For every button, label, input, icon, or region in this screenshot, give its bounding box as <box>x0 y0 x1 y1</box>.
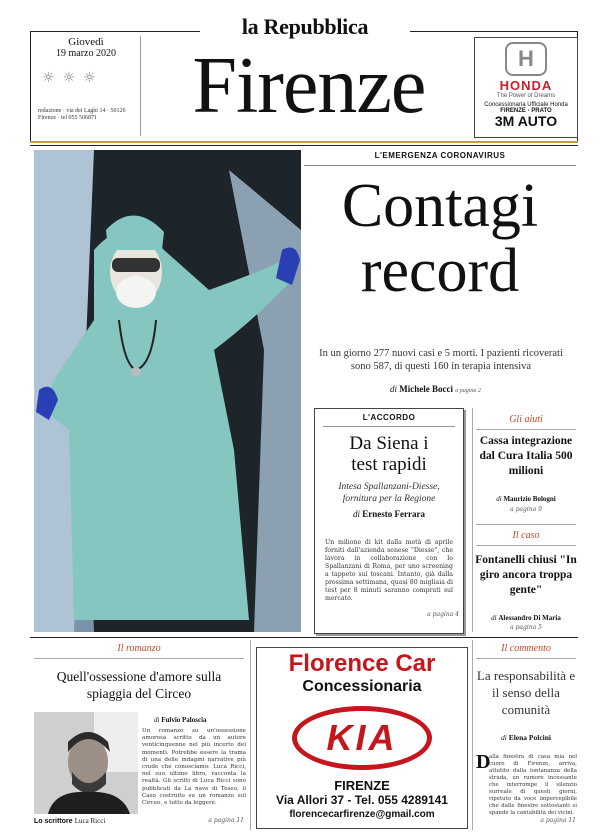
romanzo-body: Un romanzo su un'ossessione amorosa scritto da un autore venticinquenne nel più incerto dei momenti. Potrebbe essere la trama di una delle indagini narrative più crude che conosciamo: Luca Ricci, nel suo ultimo libro, racconta la realtà. Gli scritti di Luca Ricci sono pubblicati da La nave di Teseo, il Caso costruito su un romanzo sul Circeo, e tutto da leggere. <box>142 728 246 807</box>
page-ref[interactable]: a pagina 4 <box>427 611 459 618</box>
accordo-body: Un milione di kit dalla metà di aprile forniti dall'azienda senese "Diesse", che lavora in collaborazione con lo Spallanzani di Roma, per uno screening a tappeto sui toscani. Intanto, già dalla prossima settimana, quasi 80 migliaia di test per 8 minuti saranno comprati sul mercato. <box>325 539 453 602</box>
page-ref[interactable]: a pagina 11 <box>208 817 244 824</box>
date-block <box>34 36 138 59</box>
main-headline-line2: record <box>360 237 520 305</box>
byline-author: Maurizio Bologni <box>503 495 556 503</box>
page-ref[interactable]: a pagina 11 <box>540 817 576 824</box>
main-headline-line1: Contagi <box>341 172 539 240</box>
ad-email[interactable]: florencecarfirenze@gmail.com <box>289 809 435 820</box>
honda-ad[interactable] <box>474 37 578 138</box>
honda-tagline: The Power of Dreams <box>496 93 556 99</box>
honda-dealer: 3M AUTO <box>494 113 558 129</box>
accordo-box <box>314 408 464 634</box>
photo-caption <box>34 817 144 825</box>
sun-icon: ☼ <box>42 70 63 86</box>
ad-dealer-name: Florence Car <box>288 650 436 677</box>
accordo-byline <box>315 509 463 519</box>
kia-logo-icon <box>292 706 432 770</box>
page-ref[interactable]: a pagina 5 <box>510 624 542 631</box>
romanzo-headline: Quell'ossessione d'amore sulla spiaggia del Circeo <box>56 669 222 701</box>
byline-author: Fulvio Paloscia <box>161 716 207 724</box>
imprint: redazione · via dei Laghi 14 · 50126 Firenze · tel 055 506871 <box>38 108 126 121</box>
byline-author: Alessandro Di Maria <box>498 614 561 622</box>
weather-icons <box>42 70 132 86</box>
author-photo <box>34 712 138 814</box>
byline-author: Michele Bocci <box>399 384 453 394</box>
commento-body: alla finestra di casa mia nel cuore di Firenze, arriva, attutito dalla lontananza della strada, un rumore incessante che interrompe il silenzio surreale di questi giorni, ripetuto da voce impercepibile che dalle finestre sottostanti si spande la cantabilità dei vicini. <box>489 754 577 816</box>
kia-brand: KIA <box>326 717 398 758</box>
aiuti-label: Gli aiuti <box>509 414 543 425</box>
ad-subtitle: Concessionaria <box>302 678 422 695</box>
commento-label: Il commento <box>501 643 551 654</box>
caso-headline: Fontanelli chiusi "In giro ancora troppa gente" <box>475 554 577 596</box>
main-summary: In un giorno 277 nuovi casi e 5 morti. I pazienti ricoverati sono 587, di questi 160 in terapia intensiva <box>319 348 563 372</box>
honda-line1: Concessionaria Ufficiale Honda <box>484 102 568 108</box>
sun-icon: ☼ <box>83 70 104 86</box>
byline-prefix: di <box>154 716 160 724</box>
accordo-headline: Da Siena i test rapidi <box>349 433 429 475</box>
accordo-subhead: Intesa Spallanzani-Diesse, fornitura per la Regione <box>338 482 440 504</box>
sun-icon: ☼ <box>62 70 84 86</box>
date: 19 marzo 2020 <box>56 48 116 59</box>
weekday: Giovedì <box>68 36 104 48</box>
commento-byline <box>474 733 578 742</box>
byline-prefix: di <box>496 495 502 503</box>
byline-prefix: di <box>500 733 507 742</box>
honda-brand: HONDA <box>499 78 553 93</box>
city-masthead: Firenze <box>192 42 426 130</box>
honda-logo-icon: H <box>505 42 547 76</box>
romanzo-label: Il romanzo <box>117 643 161 654</box>
byline-prefix: di <box>491 614 497 622</box>
ad-city: FIRENZE <box>334 778 390 793</box>
kia-ad[interactable] <box>256 647 468 829</box>
caption-name: Luca Ricci <box>74 817 106 825</box>
main-headline <box>304 172 576 305</box>
aiuti-headline: Cassa integrazione dal Cura Italia 500 milioni <box>479 435 573 477</box>
ad-address: Via Allori 37 - Tel. 055 4289141 <box>276 793 448 807</box>
accordo-label: L'ACCORDO <box>362 413 416 422</box>
section-label: L'EMERGENZA CORONAVIRUS <box>374 151 506 160</box>
byline-author: Elena Polcini <box>508 733 551 742</box>
caso-label: Il caso <box>512 530 540 541</box>
page-ref[interactable]: a pagina 9 <box>510 506 542 513</box>
main-byline <box>390 384 570 394</box>
brand-name: la Repubblica <box>200 14 410 40</box>
caso-byline <box>474 614 578 622</box>
aiuti-byline <box>474 495 578 503</box>
commento-dropcap: D <box>476 751 491 773</box>
commento-headline: La responsabilità e il senso della comunità <box>476 668 576 717</box>
main-photo <box>34 150 301 632</box>
caption-prefix: Lo scrittore <box>34 818 73 825</box>
honda-line2: FIRENZE · PRATO <box>500 108 552 114</box>
romanzo-byline <box>154 716 244 724</box>
page-ref[interactable]: a pagina 2 <box>455 388 481 394</box>
byline-prefix: di <box>390 384 398 394</box>
byline-prefix: di <box>353 509 361 519</box>
byline-author: Ernesto Ferrara <box>362 509 425 519</box>
